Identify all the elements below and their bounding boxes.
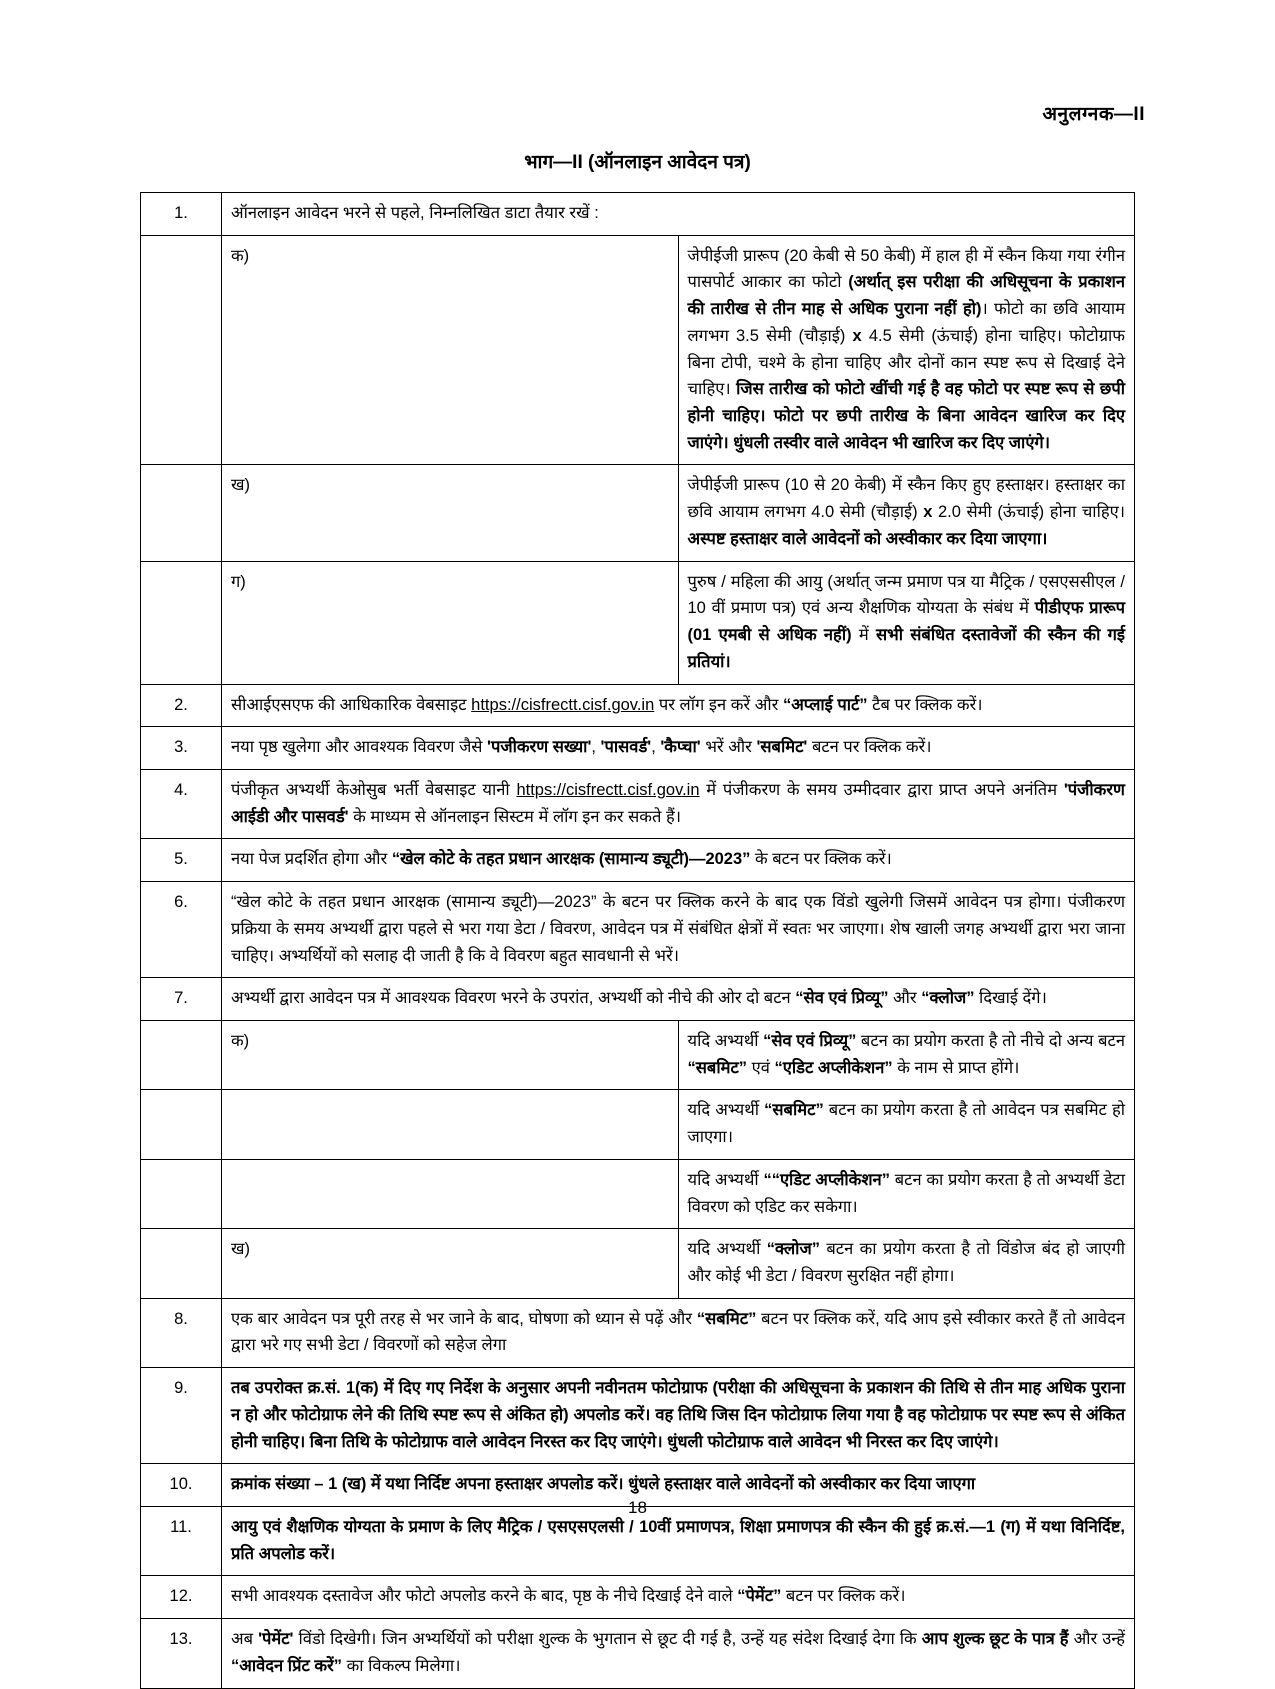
row-number: 4. bbox=[141, 769, 222, 838]
table-row bbox=[141, 1298, 1135, 1367]
table-row bbox=[141, 1020, 1135, 1089]
table-row bbox=[141, 235, 1135, 465]
row-number: 11. bbox=[141, 1507, 222, 1576]
table-row bbox=[141, 1090, 1135, 1159]
table-row bbox=[141, 978, 1135, 1021]
row-text: सभी आवश्यक दस्तावेज और फोटो अपलोड करने के बाद, पृष्ठ के नीचे दिखाई देने वाले “पेमेंट” बटन पर क्लिक करें। bbox=[222, 1576, 1135, 1619]
row-sub-label: ख) bbox=[222, 465, 679, 561]
row-text: नया पेज प्रदर्शित होगा और “खेल कोटे के तहत प्रधान आरक्षक (सामान्य ड्यूटी)—2023” के बटन पर क्लिक करें। bbox=[222, 839, 1135, 882]
row-sub-label: ख) bbox=[222, 1229, 679, 1298]
table-row bbox=[141, 193, 1135, 236]
table-row bbox=[141, 561, 1135, 684]
row-number bbox=[141, 1229, 222, 1298]
row-text: क्रमांक संख्या – 1 (ख) में यथा निर्दिष्ट अपना हस्ताक्षर अपलोड करें। धुंधले हस्ताक्षर वाले आवेदनों को अस्वीकार कर दिया जाएगा bbox=[222, 1464, 1135, 1507]
table-row bbox=[141, 769, 1135, 838]
row-number: 2. bbox=[141, 684, 222, 727]
row-text: यदि अभ्यर्थी “सेव एवं प्रिव्यू” बटन का प्रयोग करता है तो नीचे दो अन्य बटन “सबमिट” एवं “एडिट अप्लीकेशन” के नाम से प्राप्त होंगे। bbox=[678, 1020, 1135, 1089]
annexure-label: अनुलग्नक—II bbox=[1042, 104, 1145, 125]
cisf-website-link[interactable]: https://cisfrectt.cisf.gov.in bbox=[516, 780, 700, 799]
row-number: 8. bbox=[141, 1298, 222, 1367]
row-number bbox=[141, 561, 222, 684]
row-number bbox=[141, 1020, 222, 1089]
row-number: 9. bbox=[141, 1368, 222, 1464]
row-sub-label: क) bbox=[222, 235, 679, 465]
row-text: जेपीईजी प्रारूप (10 से 20 केबी) में स्कैन किए हुए हस्ताक्षर। हस्ताक्षर का छवि आयाम लगभग 4.0 सेमी (चौड़ाई) x 2.0 सेमी (ऊंचाई) होना चाहिए। अस्पष्ट हस्ताक्षर वाले आवेदनों को अस्वीकार कर दिया जाएगा। bbox=[678, 465, 1135, 561]
table-row bbox=[141, 1229, 1135, 1298]
table-row bbox=[141, 1576, 1135, 1619]
row-number bbox=[141, 1090, 222, 1159]
row-text: पंजीकृत अभ्यर्थी केओसुब भर्ती वेबसाइट यानी https://cisfrectt.cisf.gov.in में पंजीकरण के समय उम्मीदवार द्वारा प्राप्त अपने अनंतिम 'पंजीकरण आईडी और पासवर्ड' के माध्यम से ऑनलाइन सिस्टम में लॉग इन कर सकते हैं। bbox=[222, 769, 1135, 838]
row-number: 5. bbox=[141, 839, 222, 882]
row-text: ऑनलाइन आवेदन भरने से पहले, निम्नलिखित डाटा तैयार रखें : bbox=[222, 193, 1135, 236]
row-number: 3. bbox=[141, 727, 222, 770]
row-sub-label bbox=[222, 1159, 679, 1228]
row-number: 12. bbox=[141, 1576, 222, 1619]
row-sub-label: क) bbox=[222, 1020, 679, 1089]
table-row bbox=[141, 465, 1135, 561]
row-text: एक बार आवेदन पत्र पूरी तरह से भर जाने के बाद, घोषणा को ध्यान से पढ़ें और “सबमिट” बटन पर क्लिक करें, यदि आप इसे स्वीकार करते हैं तो आवेदन द्वारा भरे गए सभी डेटा / विवरणों को सहेज लेगा bbox=[222, 1298, 1135, 1367]
row-text: तब उपरोक्त क्र.सं. 1(क) में दिए गए निर्देश के अनुसार अपनी नवीनतम फोटोग्राफ (परीक्षा की अधिसूचना के प्रकाशन की तिथि से तीन माह अधिक पुराना न हो और फोटोग्राफ लेने की तिथि स्पष्ट रूप से अंकित हो) अपलोड करें। वह तिथि जिस दिन फोटोग्राफ लिया गया है वह फोटोग्राफ पर स्पष्ट रूप से अंकित होनी चाहिए। बिना तिथि के फोटोग्राफ वाले आवेदन निरस्त कर दिए जाएंगे। धुंधली फोटोग्राफ वाले आवेदन भी निरस्त कर दिए जाएंगे। bbox=[222, 1368, 1135, 1464]
row-number bbox=[141, 235, 222, 465]
page-title: भाग—II (ऑनलाइन आवेदन पत्र) bbox=[524, 152, 751, 173]
row-sub-label bbox=[222, 1090, 679, 1159]
row-number bbox=[141, 1159, 222, 1228]
table-row bbox=[141, 727, 1135, 770]
row-text: अभ्यर्थी द्वारा आवेदन पत्र में आवश्यक विवरण भरने के उपरांत, अभ्यर्थी को नीचे की ओर दो बटन “सेव एवं प्रिव्यू” और “क्लोज” दिखाई देंगे। bbox=[222, 978, 1135, 1021]
row-text: पुरुष / महिला की आयु (अर्थात् जन्म प्रमाण पत्र या मैट्रिक / एसएससीएल / 10 वीं प्रमाण पत्र) एवं अन्य शैक्षणिक योग्यता के संबंध में पीडीएफ प्रारूप (01 एमबी से अधिक नहीं) में सभी संबंधित दस्तावेजों की स्कैन की गई प्रतियां। bbox=[678, 561, 1135, 684]
table-row bbox=[141, 1619, 1135, 1688]
row-text: “खेल कोटे के तहत प्रधान आरक्षक (सामान्य ड्यूटी)—2023” के बटन पर क्लिक करने के बाद एक विंडो खुलेगी जिसमें आवेदन पत्र होगा। पंजीकरण प्रक्रिया के समय अभ्यर्थी द्वारा पहले से भरा गया डेटा / विवरण, आवेदन पत्र में संबंधित क्षेत्रों में स्वतः भर जाएगा। शेष खाली जगह अभ्यर्थी द्वारा भरा जाना चाहिए। अभ्यर्थियों को सलाह दी जाती है कि वे विवरण बहुत सावधानी से भरें। bbox=[222, 882, 1135, 978]
row-sub-label: ग) bbox=[222, 561, 679, 684]
table-row bbox=[141, 1159, 1135, 1228]
table-row bbox=[141, 839, 1135, 882]
row-text: सीआईएसएफ की आधिकारिक वेबसाइट https://cisfrectt.cisf.gov.in पर लॉग इन करें और “अप्लाई पार्ट” टैब पर क्लिक करें। bbox=[222, 684, 1135, 727]
table-row bbox=[141, 684, 1135, 727]
row-text: यदि अभ्यर्थी ““एडिट अप्लीकेशन” बटन का प्रयोग करता है तो अभ्यर्थी डेटा विवरण को एडिट कर सकेगा। bbox=[678, 1159, 1135, 1228]
cisf-website-link[interactable]: https://cisfrectt.cisf.gov.in bbox=[471, 695, 655, 714]
row-text: यदि अभ्यर्थी “सबमिट” बटन का प्रयोग करता है तो आवेदन पत्र सबमिट हो जाएगा। bbox=[678, 1090, 1135, 1159]
row-number: 7. bbox=[141, 978, 222, 1021]
row-number: 1. bbox=[141, 193, 222, 236]
instructions-table bbox=[140, 192, 1135, 1689]
row-number: 10. bbox=[141, 1464, 222, 1507]
row-text: नया पृष्ठ खुलेगा और आवश्यक विवरण जैसे 'पजीकरण सख्या', 'पासवर्ड', 'कैप्चा' भरें और 'सबमिट' बटन पर क्लिक करें। bbox=[222, 727, 1135, 770]
row-number: 13. bbox=[141, 1619, 222, 1688]
row-text: यदि अभ्यर्थी “क्लोज” बटन का प्रयोग करता है तो विंडोज बंद हो जाएगी और कोई भी डेटा / विवरण सुरक्षित नहीं होगा। bbox=[678, 1229, 1135, 1298]
page-number: 18 bbox=[628, 1498, 647, 1517]
row-number: 6. bbox=[141, 882, 222, 978]
row-text: जेपीईजी प्रारूप (20 केबी से 50 केबी) में हाल ही में स्कैन किया गया रंगीन पासपोर्ट आकार का फोटो (अर्थात् इस परीक्षा की अधिसूचना के प्रकाशन की तारीख से तीन माह से अधिक पुराना नहीं हो)। फोटो का छवि आयाम लगभग 3.5 सेमी (चौड़ाई) x 4.5 सेमी (ऊंचाई) होना चाहिए। फोटोग्राफ बिना टोपी, चश्मे के होना चाहिए और दोनों कान स्पष्ट रूप से दिखाई देने चाहिए। जिस तारीख को फोटो खींची गई है वह फोटो पर स्पष्ट रूप से छपी होनी चाहिए। फोटो पर छपी तारीख के बिना आवेदन खारिज कर दिए जाएंगे। धुंधली तस्वीर वाले आवेदन भी खारिज कर दिए जाएंगे। bbox=[678, 235, 1135, 465]
table-row bbox=[141, 882, 1135, 978]
row-number bbox=[141, 465, 222, 561]
table-row bbox=[141, 1368, 1135, 1464]
row-text: अब 'पेमेंट' विंडो दिखेगी। जिन अभ्यर्थियों को परीक्षा शुल्क के भुगतान से छूट दी गई है, उन्हें यह संदेश दिखाई देगा कि आप शुल्क छूट के पात्र हैं और उन्हें “आवेदन प्रिंट करें” का विकल्प मिलेगा। bbox=[222, 1619, 1135, 1688]
row-text: आयु एवं शैक्षणिक योग्यता के प्रमाण के लिए मैट्रिक / एसएसएलसी / 10वीं प्रमाणपत्र, शिक्षा प्रमाणपत्र की स्कैन की हुई क्र.सं.—1 (ग) में यथा विनिर्दिष्ट, प्रति अपलोड करें। bbox=[222, 1507, 1135, 1576]
